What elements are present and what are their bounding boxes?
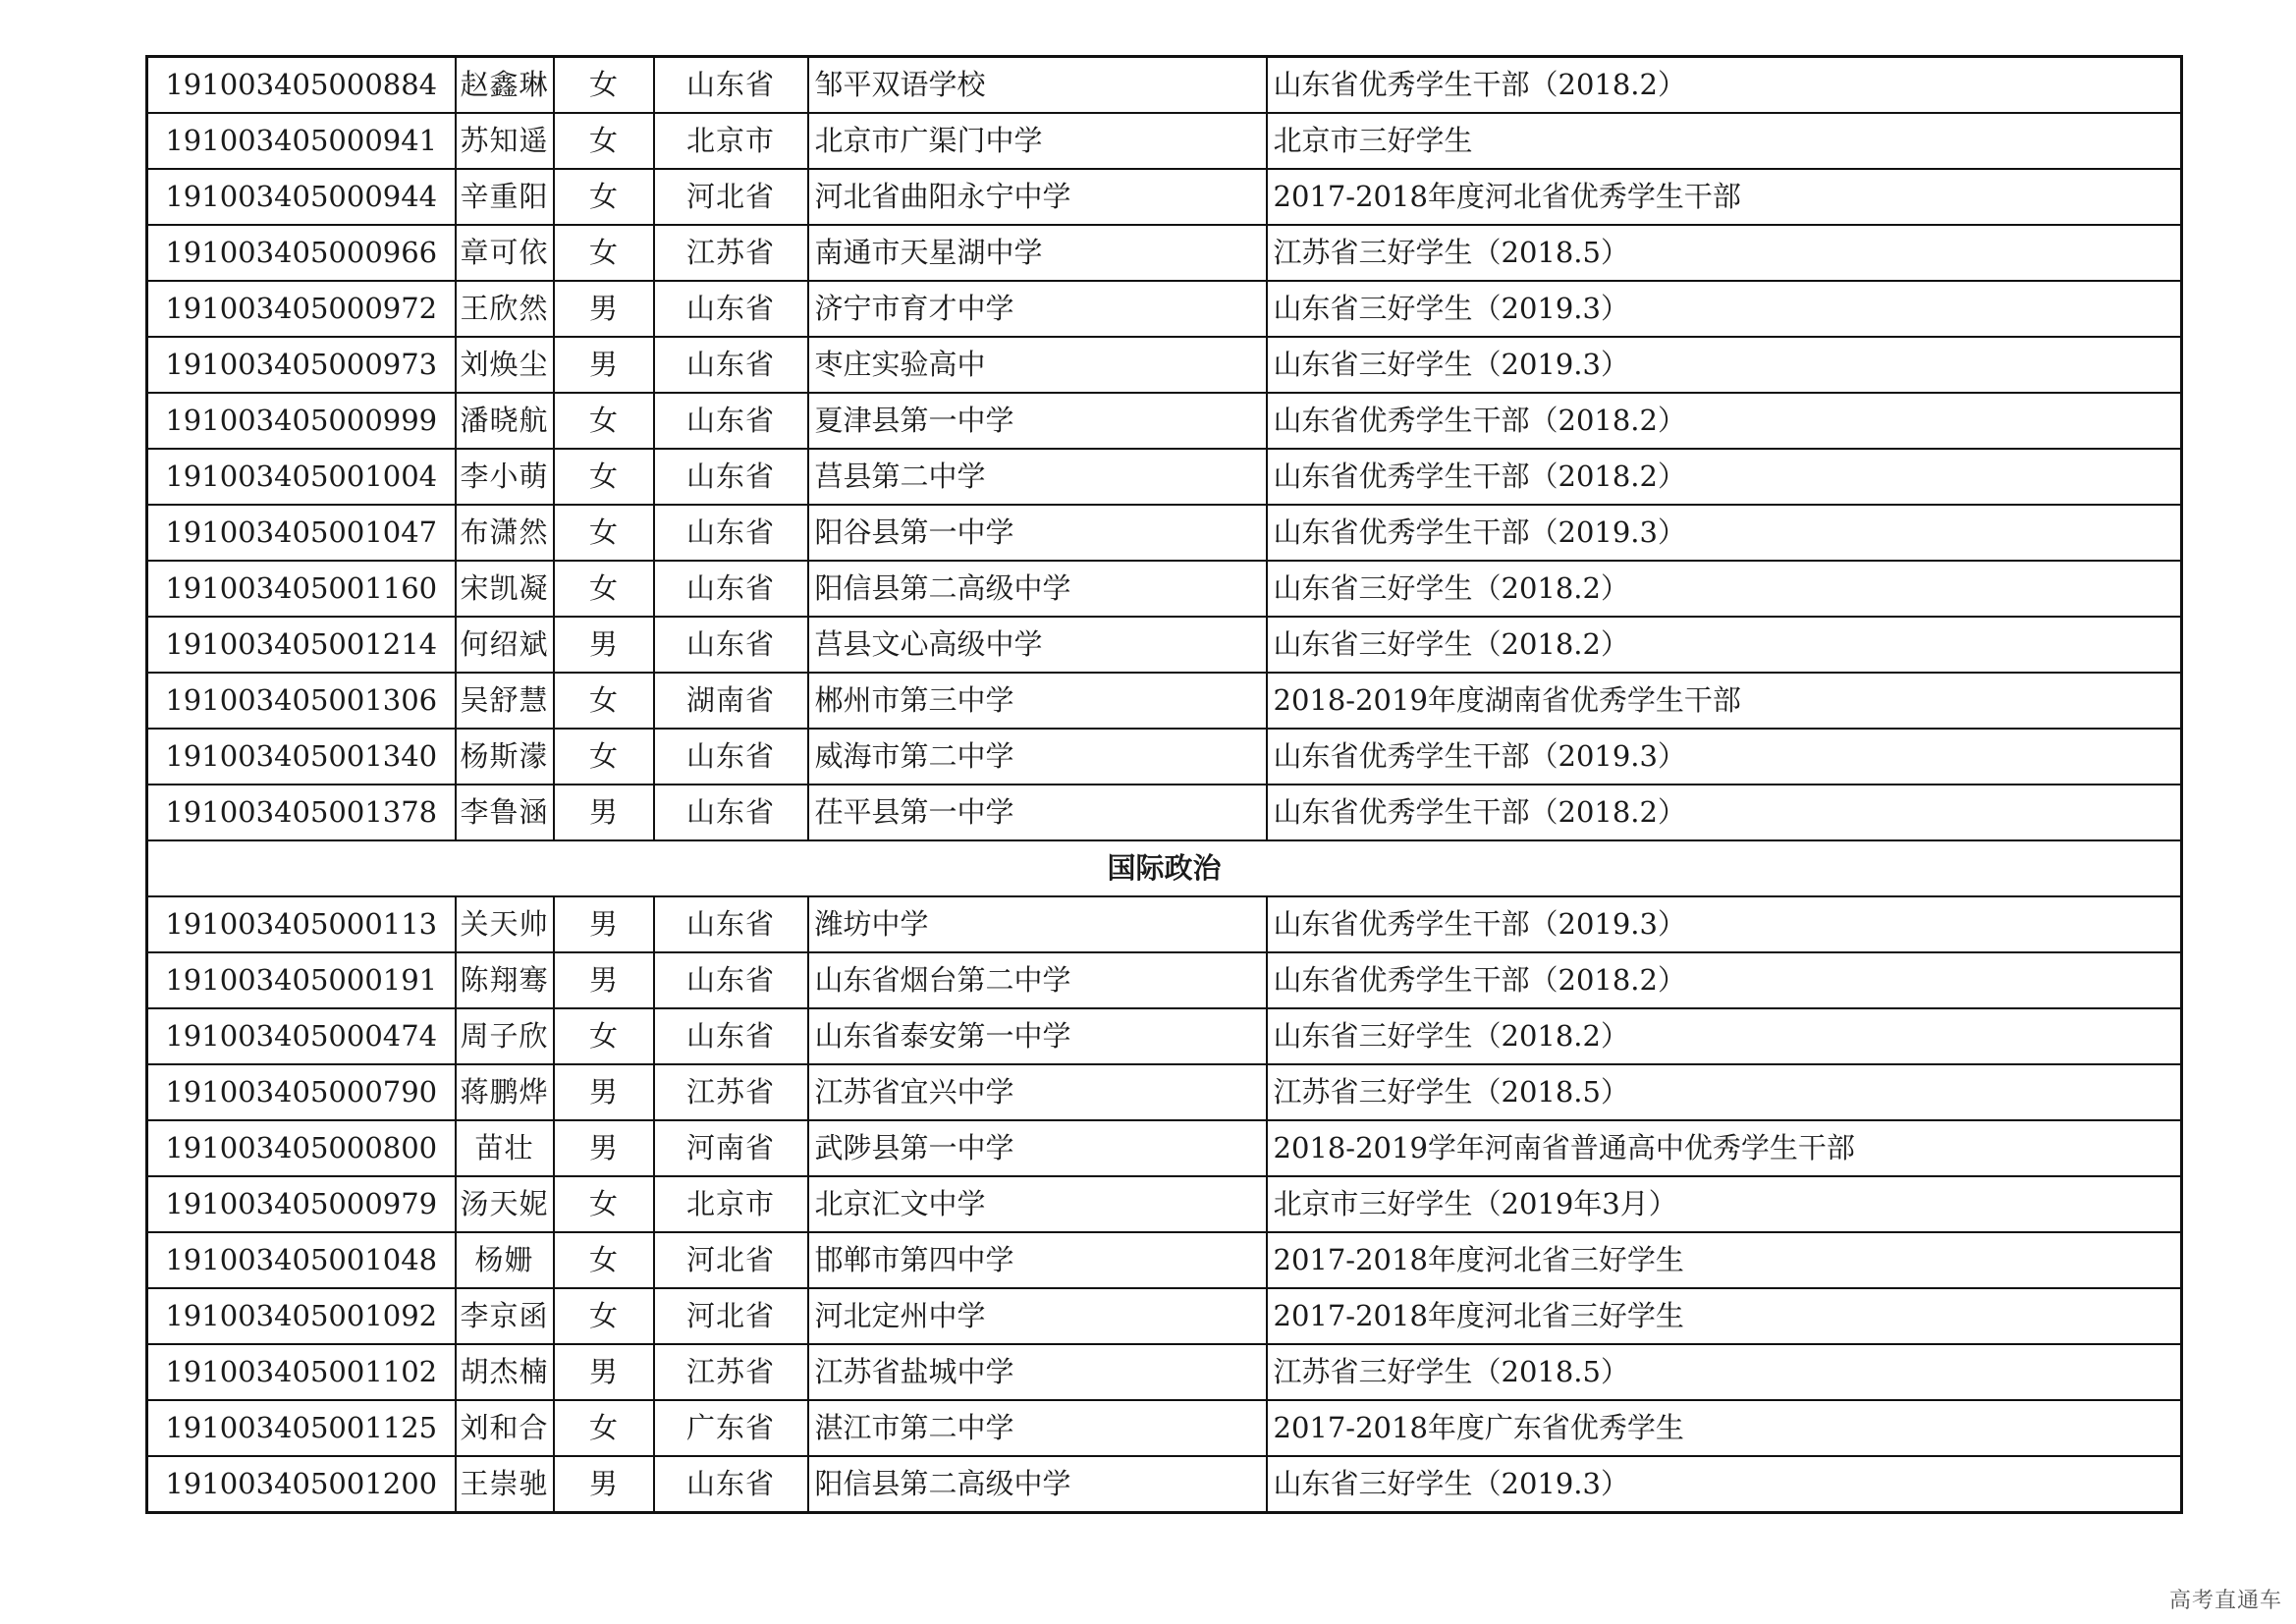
table-row	[147, 952, 2182, 1008]
table-row	[147, 1176, 2182, 1232]
province-cell: 河北省	[654, 1232, 808, 1288]
gender-cell: 女	[554, 169, 654, 225]
student-id-cell: 191003405000972	[147, 281, 456, 337]
roster-page	[145, 55, 2180, 1514]
honor-cell: 江苏省三好学生（2018.5）	[1267, 225, 2182, 281]
student-id-cell: 191003405001214	[147, 617, 456, 673]
province-cell: 山东省	[654, 449, 808, 505]
gender-cell: 女	[554, 113, 654, 169]
student-name-cell: 汤天妮	[456, 1176, 554, 1232]
honor-cell: 2017-2018年度广东省优秀学生	[1267, 1400, 2182, 1456]
table-row	[147, 1120, 2182, 1176]
province-cell: 山东省	[654, 952, 808, 1008]
student-id-cell: 191003405000884	[147, 57, 456, 114]
table-row	[147, 896, 2182, 952]
honor-cell: 山东省三好学生（2019.3）	[1267, 1456, 2182, 1513]
school-cell: 莒县文心高级中学	[808, 617, 1267, 673]
province-cell: 江苏省	[654, 225, 808, 281]
honor-cell: 山东省三好学生（2018.2）	[1267, 1008, 2182, 1064]
province-cell: 山东省	[654, 896, 808, 952]
watermark-logo: 高考直通车	[2168, 1589, 2282, 1613]
student-id-cell: 191003405001047	[147, 505, 456, 561]
honor-cell: 山东省优秀学生干部（2019.3）	[1267, 505, 2182, 561]
honor-cell: 山东省优秀学生干部（2019.3）	[1267, 729, 2182, 785]
gender-cell: 女	[554, 1400, 654, 1456]
table-row	[147, 785, 2182, 840]
honor-cell: 山东省三好学生（2019.3）	[1267, 281, 2182, 337]
student-id-cell: 191003405000800	[147, 1120, 456, 1176]
province-cell: 山东省	[654, 1008, 808, 1064]
province-cell: 北京市	[654, 1176, 808, 1232]
table-row	[147, 1456, 2182, 1513]
student-id-cell: 191003405001048	[147, 1232, 456, 1288]
student-name-cell: 胡杰楠	[456, 1344, 554, 1400]
honor-cell: 北京市三好学生（2019年3月）	[1267, 1176, 2182, 1232]
school-cell: 邯郸市第四中学	[808, 1232, 1267, 1288]
school-cell: 郴州市第三中学	[808, 673, 1267, 729]
gender-cell: 男	[554, 617, 654, 673]
table-row	[147, 337, 2182, 393]
school-cell: 邹平双语学校	[808, 57, 1267, 114]
table-row	[147, 1232, 2182, 1288]
student-name-cell: 王崇驰	[456, 1456, 554, 1513]
province-cell: 河北省	[654, 1288, 808, 1344]
student-id-cell: 191003405001160	[147, 561, 456, 617]
gender-cell: 女	[554, 1232, 654, 1288]
student-name-cell: 周子欣	[456, 1008, 554, 1064]
student-name-cell: 布潇然	[456, 505, 554, 561]
honor-cell: 山东省优秀学生干部（2018.2）	[1267, 785, 2182, 840]
gender-cell: 女	[554, 449, 654, 505]
table-row	[147, 729, 2182, 785]
table-row	[147, 1064, 2182, 1120]
table-row	[147, 1400, 2182, 1456]
section-title: 国际政治	[147, 840, 2182, 896]
province-cell: 山东省	[654, 281, 808, 337]
student-id-cell: 191003405001306	[147, 673, 456, 729]
student-id-cell: 191003405001092	[147, 1288, 456, 1344]
honor-cell: 山东省三好学生（2019.3）	[1267, 337, 2182, 393]
student-id-cell: 191003405000474	[147, 1008, 456, 1064]
province-cell: 山东省	[654, 785, 808, 840]
student-id-cell: 191003405001102	[147, 1344, 456, 1400]
student-id-cell: 191003405000191	[147, 952, 456, 1008]
school-cell: 济宁市育才中学	[808, 281, 1267, 337]
student-name-cell: 章可依	[456, 225, 554, 281]
honor-cell: 山东省优秀学生干部（2018.2）	[1267, 393, 2182, 449]
gender-cell: 女	[554, 57, 654, 114]
table-row	[147, 1288, 2182, 1344]
gender-cell: 女	[554, 1288, 654, 1344]
honor-cell: 2017-2018年度河北省三好学生	[1267, 1232, 2182, 1288]
student-name-cell: 宋凯凝	[456, 561, 554, 617]
school-cell: 阳谷县第一中学	[808, 505, 1267, 561]
student-id-cell: 191003405000113	[147, 896, 456, 952]
gender-cell: 男	[554, 785, 654, 840]
school-cell: 莒县第二中学	[808, 449, 1267, 505]
honor-cell: 山东省优秀学生干部（2018.2）	[1267, 952, 2182, 1008]
honor-cell: 山东省优秀学生干部（2018.2）	[1267, 449, 2182, 505]
student-id-cell: 191003405000979	[147, 1176, 456, 1232]
school-cell: 夏津县第一中学	[808, 393, 1267, 449]
honor-cell: 2017-2018年度河北省三好学生	[1267, 1288, 2182, 1344]
student-name-cell: 潘晓航	[456, 393, 554, 449]
student-name-cell: 何绍斌	[456, 617, 554, 673]
school-cell: 河北省曲阳永宁中学	[808, 169, 1267, 225]
student-name-cell: 苏知遥	[456, 113, 554, 169]
school-cell: 阳信县第二高级中学	[808, 1456, 1267, 1513]
table-row	[147, 57, 2182, 114]
honor-cell: 2018-2019学年河南省普通高中优秀学生干部	[1267, 1120, 2182, 1176]
school-cell: 潍坊中学	[808, 896, 1267, 952]
school-cell: 湛江市第二中学	[808, 1400, 1267, 1456]
student-name-cell: 刘焕尘	[456, 337, 554, 393]
student-id-cell: 191003405000973	[147, 337, 456, 393]
gender-cell: 女	[554, 505, 654, 561]
gender-cell: 女	[554, 393, 654, 449]
student-name-cell: 王欣然	[456, 281, 554, 337]
province-cell: 山东省	[654, 337, 808, 393]
table-row	[147, 225, 2182, 281]
gender-cell: 女	[554, 673, 654, 729]
gender-cell: 男	[554, 337, 654, 393]
student-id-cell: 191003405001340	[147, 729, 456, 785]
table-row	[147, 113, 2182, 169]
school-cell: 河北定州中学	[808, 1288, 1267, 1344]
school-cell: 茌平县第一中学	[808, 785, 1267, 840]
student-name-cell: 关天帅	[456, 896, 554, 952]
province-cell: 山东省	[654, 617, 808, 673]
student-name-cell: 苗壮	[456, 1120, 554, 1176]
province-cell: 广东省	[654, 1400, 808, 1456]
table-row	[147, 1344, 2182, 1400]
student-id-cell: 191003405000999	[147, 393, 456, 449]
honor-cell: 山东省三好学生（2018.2）	[1267, 617, 2182, 673]
school-cell: 北京汇文中学	[808, 1176, 1267, 1232]
province-cell: 江苏省	[654, 1064, 808, 1120]
student-id-cell: 191003405001378	[147, 785, 456, 840]
student-id-cell: 191003405001125	[147, 1400, 456, 1456]
province-cell: 河北省	[654, 169, 808, 225]
province-cell: 河南省	[654, 1120, 808, 1176]
province-cell: 湖南省	[654, 673, 808, 729]
honor-cell: 2017-2018年度河北省优秀学生干部	[1267, 169, 2182, 225]
gender-cell: 女	[554, 729, 654, 785]
province-cell: 山东省	[654, 505, 808, 561]
table-row	[147, 673, 2182, 729]
school-cell: 武陟县第一中学	[808, 1120, 1267, 1176]
school-cell: 威海市第二中学	[808, 729, 1267, 785]
student-id-cell: 191003405000790	[147, 1064, 456, 1120]
gender-cell: 女	[554, 561, 654, 617]
table-row	[147, 169, 2182, 225]
gender-cell: 男	[554, 952, 654, 1008]
honor-cell: 2018-2019年度湖南省优秀学生干部	[1267, 673, 2182, 729]
province-cell: 山东省	[654, 561, 808, 617]
honor-cell: 山东省优秀学生干部（2019.3）	[1267, 896, 2182, 952]
school-cell: 北京市广渠门中学	[808, 113, 1267, 169]
table-row	[147, 505, 2182, 561]
table-row	[147, 393, 2182, 449]
student-id-cell: 191003405000941	[147, 113, 456, 169]
student-name-cell: 刘和合	[456, 1400, 554, 1456]
roster-body	[147, 57, 2182, 1513]
school-cell: 阳信县第二高级中学	[808, 561, 1267, 617]
school-cell: 江苏省宜兴中学	[808, 1064, 1267, 1120]
gender-cell: 男	[554, 896, 654, 952]
gender-cell: 女	[554, 225, 654, 281]
gender-cell: 男	[554, 1064, 654, 1120]
student-name-cell: 赵鑫琳	[456, 57, 554, 114]
school-cell: 枣庄实验高中	[808, 337, 1267, 393]
student-name-cell: 杨斯濛	[456, 729, 554, 785]
gender-cell: 女	[554, 1176, 654, 1232]
gender-cell: 男	[554, 1456, 654, 1513]
student-name-cell: 李京函	[456, 1288, 554, 1344]
honor-cell: 北京市三好学生	[1267, 113, 2182, 169]
student-name-cell: 蒋鹏烨	[456, 1064, 554, 1120]
gender-cell: 女	[554, 1008, 654, 1064]
student-id-cell: 191003405000966	[147, 225, 456, 281]
table-row	[147, 617, 2182, 673]
table-row	[147, 449, 2182, 505]
honor-cell: 山东省优秀学生干部（2018.2）	[1267, 57, 2182, 114]
section-header-row	[147, 840, 2182, 896]
school-cell: 南通市天星湖中学	[808, 225, 1267, 281]
student-name-cell: 吴舒慧	[456, 673, 554, 729]
student-name-cell: 杨姗	[456, 1232, 554, 1288]
student-name-cell: 李鲁涵	[456, 785, 554, 840]
table-row	[147, 1008, 2182, 1064]
province-cell: 山东省	[654, 393, 808, 449]
gender-cell: 男	[554, 1120, 654, 1176]
province-cell: 山东省	[654, 729, 808, 785]
student-name-cell: 陈翔骞	[456, 952, 554, 1008]
honor-cell: 江苏省三好学生（2018.5）	[1267, 1344, 2182, 1400]
student-name-cell: 李小萌	[456, 449, 554, 505]
student-roster-table	[145, 55, 2183, 1514]
province-cell: 江苏省	[654, 1344, 808, 1400]
honor-cell: 山东省三好学生（2018.2）	[1267, 561, 2182, 617]
table-row	[147, 281, 2182, 337]
honor-cell: 江苏省三好学生（2018.5）	[1267, 1064, 2182, 1120]
province-cell: 山东省	[654, 1456, 808, 1513]
school-cell: 山东省烟台第二中学	[808, 952, 1267, 1008]
table-row	[147, 561, 2182, 617]
student-id-cell: 191003405001004	[147, 449, 456, 505]
student-id-cell: 191003405001200	[147, 1456, 456, 1513]
student-name-cell: 辛重阳	[456, 169, 554, 225]
gender-cell: 男	[554, 281, 654, 337]
province-cell: 山东省	[654, 57, 808, 114]
gender-cell: 男	[554, 1344, 654, 1400]
student-id-cell: 191003405000944	[147, 169, 456, 225]
school-cell: 江苏省盐城中学	[808, 1344, 1267, 1400]
province-cell: 北京市	[654, 113, 808, 169]
school-cell: 山东省泰安第一中学	[808, 1008, 1267, 1064]
